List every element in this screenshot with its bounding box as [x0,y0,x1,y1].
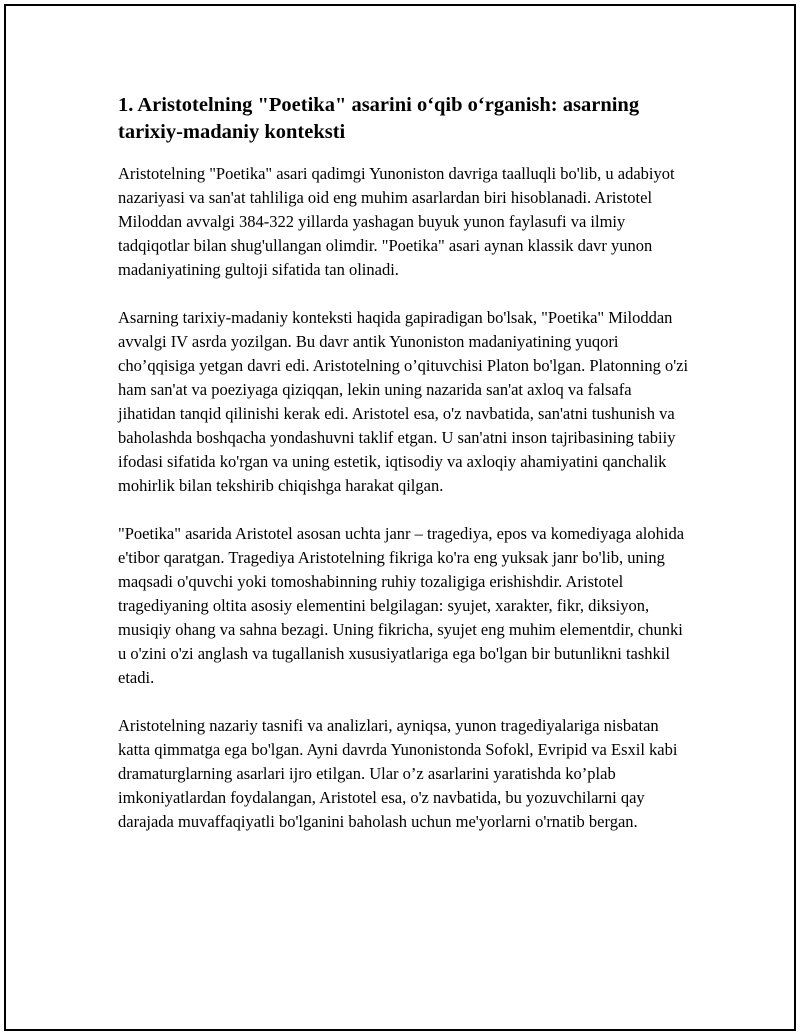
paragraph-4: Aristotelning nazariy tasnifi va analizlari, ayniqsa, yunon tragediyalariga nisbatan katta qimmatga ega bo'lgan. Ayni davrda Yunonistonda Sofokl, Evripid va Esxil kabi dramaturglarning asarlari ijro etilgan. Ular o’z asarlarini yaratishda ko’plab imkoniyatlardan foydalangan, Aristotel esa, o'z navbatida, bu yozuvchilarni qay darajada muvaffaqiyatli bo'lganini baholash uchun me'yorlarni o'rnatib bergan. [118,716,678,831]
paragraph-2: Asarning tarixiy-madaniy konteksti haqida gapiradigan bo'lsak, "Poetika" Miloddan avvalgi IV asrda yozilgan. Bu davr antik Yunoniston madaniyatining yuqori cho’qqisiga yetgan davri edi. Aristotelning o’qituvchisi Platon bo'lgan. Platonning o'zi ham san'at va poeziyaga qiziqqan, lekin uning nazarida san'at axloq va falsafa jihatidan tanqid qilinishi kerak edi. Aristotel esa, o'z navbatida, san'atni tushunish va baholashda boshqacha yondashuvni taklif etgan. U san'atni inson tajribasining tabiiy ifodasi sifatida ko'rgan va uning estetik, iqtisodiy va axloqiy ahamiyatini qanchalik mohirlik bilan tekshirib chiqishga harakat qilgan. [118,308,689,495]
document-body [118,92,690,858]
paragraph-1: Aristotelning "Poetika" asari qadimgi Yunoniston davriga taalluqli bo'lib, u adabiyot nazariyasi va san'at tahliliga oid eng muhim asarlardan biri hisoblanadi. Aristotel Miloddan avvalgi 384-322 yillarda yashagan buyuk yunon faylasufi va ilmiy tadqiqotlar bilan shug'ullangan olimdir. "Poetika" asari aynan klassik davr yunon madaniyatining gultoji sifatida tan olinadi. [118,164,675,279]
section-heading: 1. Aristotelning "Poetika" asarini o‘qib o‘rganish: asarning tarixiy-madaniy konteksti [118,94,640,143]
paragraph-3: "Poetika" asarida Aristotel asosan uchta janr – tragediya, epos va komediyaga alohida e'tibor qaratgan. Tragediya Aristotelning fikriga ko'ra eng yuksak janr bo'lib, uning maqsadi o'quvchi yoki tomoshabinning ruhiy tozaligiga erishishdir. Aristotel tragediyaning oltita asosiy elementini belgilagan: syujet, xarakter, fikr, diksiyon, musiqiy ohang va sahna bezagi. Uning fikricha, syujet eng muhim elementdir, chunki u o'zini o'zi anglash va tugallanish xususiyatlariga ega bo'lgan bir butunlikni tashkil etadi. [118,524,685,687]
